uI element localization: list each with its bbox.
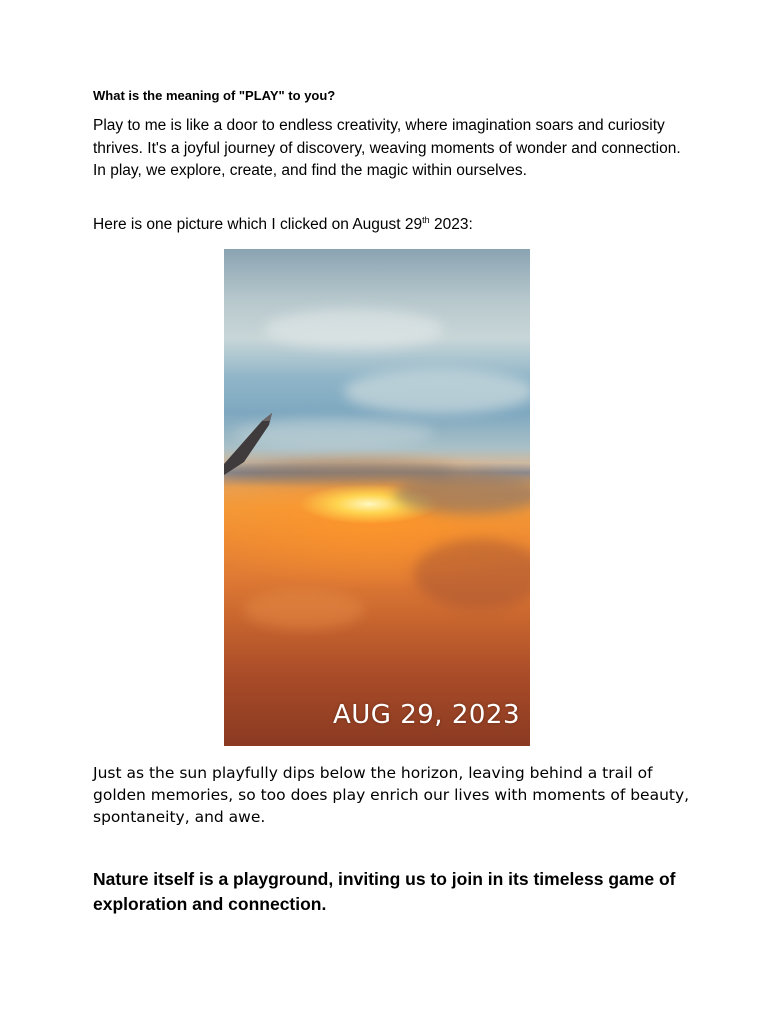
question-heading: What is the meaning of "PLAY" to you?	[93, 88, 336, 103]
picture-intro-paragraph	[93, 214, 693, 237]
photo-date-stamp: AUG 29, 2023	[332, 700, 520, 730]
sunset-paragraph: Just as the sun playfully dips below the horizon, leaving behind a trail of golden memories, so too does play enrich our lives with moments of beauty, spontaneity, and awe.	[93, 764, 690, 826]
intro-paragraph: Play to me is like a door to endless creativity, where imagination soars and curiosity thrives. It's a joyful journey of discovery, weaving moments of wonder and connection. In play, we explore, create, and find the magic within ourselves.	[93, 117, 681, 179]
picture-intro-year: 2023:	[429, 216, 473, 233]
closing-statement: Nature itself is a playground, inviting us to join in its timeless game of exploration and connection.	[93, 869, 676, 914]
picture-intro-text: Here is one picture which I clicked on August 29	[93, 216, 423, 233]
sunset-photo	[224, 249, 530, 746]
ordinal-suffix: th	[422, 214, 430, 225]
airplane-wing-icon	[224, 249, 530, 746]
